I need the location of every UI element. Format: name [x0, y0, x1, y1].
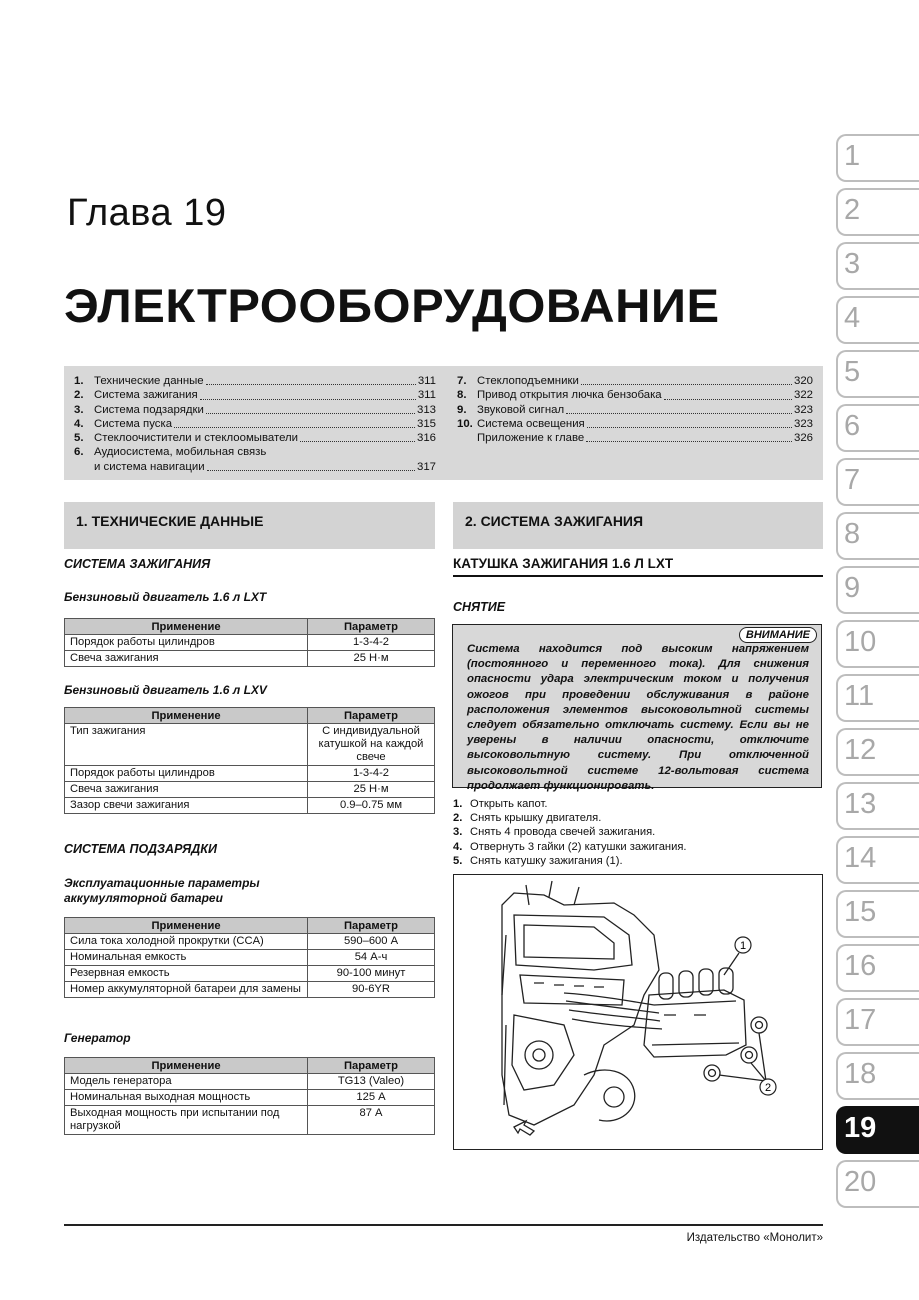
toc-number: 7. — [457, 375, 467, 387]
toc-leader — [587, 427, 792, 428]
parameter-cell: 0.9–0.75 мм — [308, 798, 435, 814]
chapter-tab-number: 17 — [844, 1004, 877, 1036]
table-row — [65, 1074, 435, 1090]
toc-number: 3. — [74, 403, 84, 416]
list-item — [453, 840, 687, 854]
chapter-tab-number: 2 — [844, 194, 861, 226]
chapter-tab-number: 1 — [844, 140, 861, 172]
toc-leader — [586, 441, 792, 442]
toc-leader — [207, 470, 415, 471]
table-row — [65, 798, 435, 814]
toc-number: 2. — [74, 389, 84, 402]
parameter-cell: 54 А-ч — [308, 950, 435, 966]
toc-leader — [206, 413, 415, 414]
toc-title: Система освещения — [477, 417, 585, 430]
toc-title: Система зажигания — [94, 389, 198, 402]
application-cell: Выходная мощность при испытании под нагрузкой — [65, 1106, 308, 1135]
parameter-cell: 1-3-4-2 — [308, 766, 435, 782]
col-header-parameter: Параметр — [308, 1058, 435, 1074]
toc-title: Система подзарядки — [94, 403, 204, 416]
chapter-tab-number: 8 — [844, 518, 861, 550]
toc-item — [74, 417, 436, 431]
application-cell: Номинальная выходная мощность — [65, 1090, 308, 1106]
ignition-system-heading: СИСТЕМА ЗАЖИГАНИЯ — [64, 557, 211, 571]
application-cell: Сила тока холодной прокрутки (CCA) — [65, 934, 308, 950]
col-header-application: Применение — [65, 918, 308, 934]
chapter-tab-number: 11 — [844, 680, 875, 712]
toc-item — [74, 445, 436, 459]
col-header-parameter: Параметр — [308, 918, 435, 934]
table-row — [65, 950, 435, 966]
step-number: 2. — [453, 812, 463, 825]
parameter-cell: 25 Н·м — [308, 782, 435, 798]
toc-leader — [581, 384, 792, 385]
step-text: Открыть капот. — [470, 798, 548, 810]
lxv-engine-heading: Бензиновый двигатель 1.6 л LXV — [64, 683, 267, 697]
chapter-tab-11[interactable] — [836, 674, 919, 722]
chapter-label: Глава 19 — [67, 192, 227, 234]
lxt-engine-heading: Бензиновый двигатель 1.6 л LXT — [64, 590, 267, 604]
chapter-tab-8[interactable] — [836, 512, 919, 560]
toc-title: Привод открытия лючка бензобака — [477, 389, 662, 402]
toc-leader — [200, 399, 416, 400]
callout-2-label: 2 — [764, 1082, 772, 1094]
list-item — [453, 797, 687, 811]
chapter-tab-5[interactable] — [836, 350, 919, 398]
col-header-parameter: Параметр — [308, 708, 435, 724]
table-row — [65, 934, 435, 950]
application-cell: Свеча зажигания — [65, 651, 308, 667]
warning-box — [452, 624, 822, 792]
section-2-header: 2. СИСТЕМА ЗАЖИГАНИЯ — [453, 502, 823, 549]
battery-heading-line-1: Эксплуатационные параметры — [64, 876, 260, 890]
chapter-tab-number: 13 — [844, 788, 877, 820]
warning-label: ВНИМАНИЕ — [739, 627, 817, 643]
toc-item — [74, 403, 436, 417]
toc-leader — [206, 384, 416, 385]
toc-right-column — [457, 374, 813, 445]
table-row — [65, 635, 435, 651]
chapter-tab-number: 14 — [844, 842, 877, 874]
chapter-tab-9[interactable] — [836, 566, 919, 614]
table-row — [65, 966, 435, 982]
toc-item — [457, 417, 813, 431]
application-cell: Модель генератора — [65, 1074, 308, 1090]
toc-leader — [300, 441, 415, 442]
toc-leader — [566, 413, 792, 414]
step-number: 5. — [453, 854, 463, 867]
table-row — [65, 766, 435, 782]
toc-title: Технические данные — [94, 375, 204, 387]
parameter-cell: С индивидуальной катушкой на каждой свече — [308, 724, 435, 766]
toc-item — [457, 431, 813, 445]
application-cell: Зазор свечи зажигания — [65, 798, 308, 814]
table-row — [65, 1090, 435, 1106]
parameter-cell: TG13 (Valeo) — [308, 1074, 435, 1090]
parameter-cell: 590–600 А — [308, 934, 435, 950]
battery-heading — [64, 876, 260, 906]
step-text: Снять катушку зажигания (1). — [470, 854, 623, 867]
list-item — [453, 811, 687, 825]
toc-title: Система пуска — [94, 417, 173, 430]
col-header-application: Применение — [65, 708, 308, 724]
chapter-tab-17[interactable] — [836, 998, 919, 1046]
chapter-tab-number: 6 — [844, 410, 861, 442]
toc-number: 8. — [457, 389, 467, 402]
chapter-tab-number: 18 — [844, 1058, 877, 1090]
toc-number: 6. — [74, 446, 84, 459]
toc-page: 326 — [793, 432, 813, 445]
removal-steps — [453, 797, 687, 868]
toc-page: 315 — [416, 417, 436, 430]
table-row — [65, 782, 435, 798]
chapter-title: ЭЛЕКТРООБОРУДОВАНИЕ — [64, 279, 720, 332]
chapter-tab-18[interactable] — [836, 1052, 919, 1100]
callout-1-label: 1 — [739, 940, 747, 952]
toc-page: 313 — [416, 403, 436, 416]
toc-page: 323 — [793, 417, 813, 430]
chapter-tab-1[interactable] — [836, 134, 919, 182]
chapter-tab-number: 7 — [844, 464, 861, 496]
toc-item — [74, 431, 436, 445]
col-header-application: Применение — [65, 619, 308, 635]
chapter-tab-number: 15 — [844, 896, 877, 928]
toc-page: 323 — [793, 403, 813, 416]
toc-item — [457, 388, 813, 402]
toc-title: Приложение к главе — [477, 432, 585, 445]
parameter-cell: 90-6YR — [308, 982, 435, 998]
toc-item-continuation — [74, 460, 436, 474]
parameter-cell: 87 А — [308, 1106, 435, 1135]
engine-coil-illustration — [454, 875, 821, 1148]
warning-text: Система находится под высоким напряжением (постоянного и переменного тока). Для снижения опасности удара электрическим током и получения ожогов при проведении обслуживания в районе расположения элементов высоковольтной системы следует обязательно отключать систему. Если вы не уверены в наличии опасности, отключите высоковольтную систему. При отключенной высоковольтной системе 12-вольтовая система продолжает функционировать. — [467, 643, 809, 792]
toc-number: 5. — [74, 432, 84, 445]
toc-title: Стеклоподъемники — [477, 375, 579, 387]
parameter-cell: 125 А — [308, 1090, 435, 1106]
charging-system-heading: СИСТЕМА ПОДЗАРЯДКИ — [64, 842, 217, 856]
chapter-tab-16[interactable] — [836, 944, 919, 992]
step-number: 1. — [453, 798, 463, 810]
battery-heading-line-2: аккумуляторной батареи — [64, 891, 223, 905]
toc-page: 311 — [417, 389, 436, 402]
chapter-tab-number: 16 — [844, 950, 877, 982]
section-1-header: 1. ТЕХНИЧЕСКИЕ ДАННЫЕ — [64, 502, 435, 549]
toc-leader — [664, 399, 792, 400]
toc-item — [457, 374, 813, 388]
chapter-tab-number: 5 — [844, 356, 861, 388]
toc-page: 311 — [417, 375, 436, 387]
toc-title: Аудиосистема, мобильная связь — [94, 446, 267, 459]
toc-title: Звуковой сигнал — [477, 403, 565, 416]
toc-page: 316 — [416, 432, 436, 445]
toc-item — [74, 388, 436, 402]
chapter-tab-number: 9 — [844, 572, 861, 604]
application-cell: Номинальная емкость — [65, 950, 308, 966]
chapter-tab-number: 19 — [844, 1112, 877, 1144]
parameter-cell: 90-100 минут — [308, 966, 435, 982]
ignition-coil-heading: КАТУШКА ЗАЖИГАНИЯ 1.6 Л LXT — [453, 556, 674, 571]
parameter-cell: 25 Н·м — [308, 651, 435, 667]
lxv-spec-table — [64, 707, 435, 814]
step-number: 4. — [453, 840, 463, 853]
chapter-tab-7[interactable] — [836, 458, 919, 506]
generator-spec-table — [64, 1057, 435, 1135]
list-item — [453, 854, 687, 868]
chapter-tab-2[interactable] — [836, 188, 919, 236]
toc-number: 1. — [74, 375, 84, 387]
application-cell: Резервная емкость — [65, 966, 308, 982]
chapter-tab-19[interactable] — [836, 1106, 919, 1154]
toc-number: 10. — [457, 417, 473, 430]
chapter-tab-3[interactable] — [836, 242, 919, 290]
chapter-tab-number: 20 — [844, 1166, 877, 1198]
battery-spec-table — [64, 917, 435, 998]
application-cell: Свеча зажигания — [65, 782, 308, 798]
table-row — [65, 1106, 435, 1135]
toc-leader — [174, 427, 415, 428]
parameter-cell: 1-3-4-2 — [308, 635, 435, 651]
application-cell: Номер аккумуляторной батареи для замены — [65, 982, 308, 998]
chapter-tab-number: 10 — [844, 626, 877, 658]
heading-rule — [453, 575, 823, 577]
table-row — [65, 982, 435, 998]
toc-left-column — [74, 374, 436, 474]
toc-page: 320 — [793, 375, 813, 387]
lxt-spec-table — [64, 618, 435, 667]
ignition-coil-figure — [453, 874, 823, 1150]
col-header-application: Применение — [65, 1058, 308, 1074]
step-number: 3. — [453, 826, 463, 839]
chapter-tab-13[interactable] — [836, 782, 919, 830]
list-item — [453, 825, 687, 839]
removal-heading: СНЯТИЕ — [453, 600, 506, 614]
chapter-tab-number: 12 — [844, 734, 877, 766]
table-row — [65, 651, 435, 667]
publisher-footer: Издательство «Монолит» — [686, 1232, 823, 1244]
toc-item — [457, 403, 813, 417]
chapter-tab-20[interactable] — [836, 1160, 919, 1208]
generator-heading: Генератор — [64, 1031, 131, 1045]
footer-rule — [64, 1224, 823, 1226]
table-row — [65, 724, 435, 766]
table-of-contents — [64, 366, 823, 480]
col-header-parameter: Параметр — [308, 619, 435, 635]
chapter-tab-12[interactable] — [836, 728, 919, 776]
step-text: Снять 4 провода свечей зажигания. — [470, 826, 656, 839]
step-text: Отвернуть 3 гайки (2) катушки зажигания. — [470, 840, 687, 853]
toc-number: 9. — [457, 403, 467, 416]
toc-page: 322 — [793, 389, 813, 402]
chapter-tab-14[interactable] — [836, 836, 919, 884]
chapter-tab-15[interactable] — [836, 890, 919, 938]
toc-number: 4. — [74, 417, 84, 430]
step-text: Снять крышку двигателя. — [470, 812, 602, 825]
application-cell: Порядок работы цилиндров — [65, 635, 308, 651]
chapter-tab-number: 4 — [844, 302, 861, 334]
toc-page: 317 — [416, 460, 436, 473]
chapter-tab-10[interactable] — [836, 620, 919, 668]
toc-title: Стеклоочистители и стеклоомыватели — [94, 432, 299, 445]
chapter-tab-6[interactable] — [836, 404, 919, 452]
chapter-tab-4[interactable] — [836, 296, 919, 344]
application-cell: Тип зажигания — [65, 724, 308, 766]
toc-title-cont: и система навигации — [94, 460, 205, 473]
application-cell: Порядок работы цилиндров — [65, 766, 308, 782]
chapter-tab-number: 3 — [844, 248, 861, 280]
toc-item — [74, 374, 436, 388]
